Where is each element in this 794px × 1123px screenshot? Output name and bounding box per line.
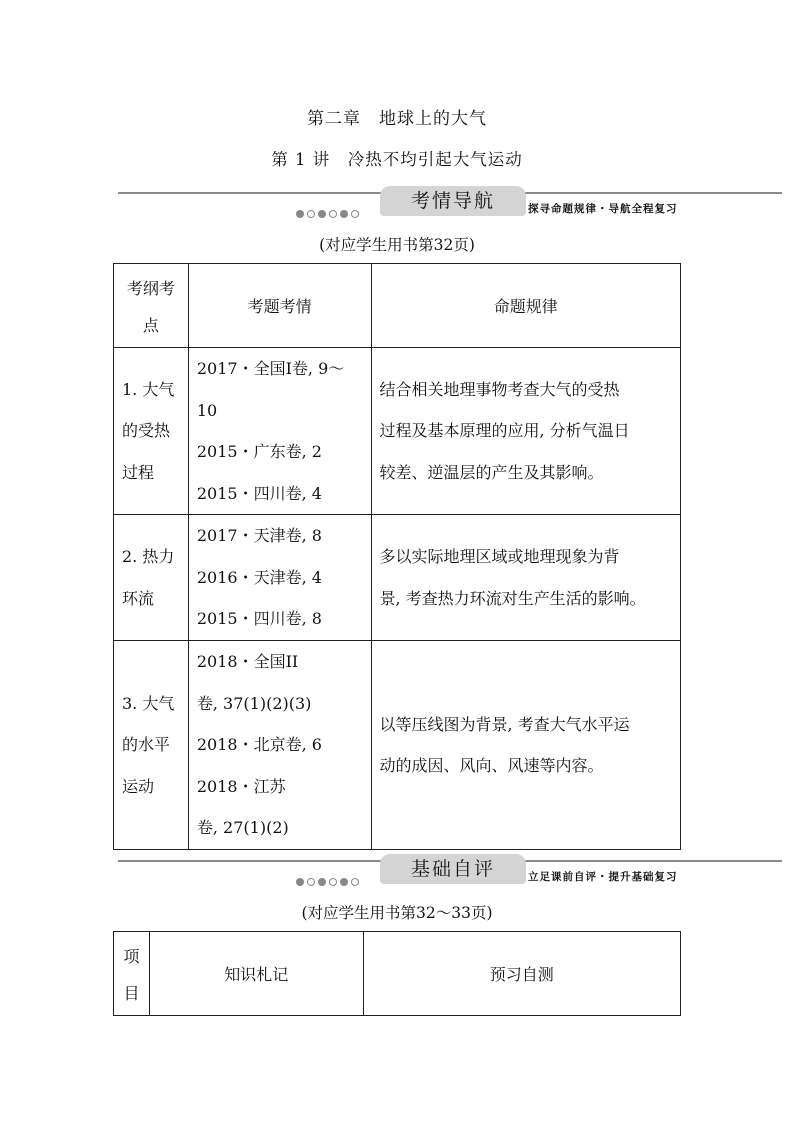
exam-line: 2018・全国II (196, 652, 299, 672)
header-item-line1: 项 (123, 946, 140, 966)
point-line: 1. 大气 (122, 379, 175, 399)
table-row (114, 348, 681, 515)
rule-line: 景, 考查热力环流对生产生活的影响。 (379, 588, 646, 608)
exam-line: 卷, 37(1)(2)(3) (196, 693, 312, 713)
chapter-title: 第二章 地球上的大气 (307, 109, 487, 129)
rule-line: 过程及基本原理的应用, 分析气温日 (379, 421, 630, 441)
point-line: 3. 大气 (122, 693, 175, 713)
header-point-line2: 点 (142, 316, 159, 336)
point-line: 2. 热力 (122, 547, 175, 566)
banner-slogan: 立足课前自评・提升基础复习 (528, 871, 678, 883)
exam-line: 2015・广东卷, 2 (196, 442, 322, 461)
point-line: 过程 (122, 462, 155, 482)
self-assessment-table (113, 931, 681, 1016)
banner-tab: 基础自评 (380, 854, 526, 884)
table-header-row (114, 932, 681, 1016)
rule-line: 以等压线图为背景, 考查大气水平运 (379, 714, 630, 734)
rule-line: 较差、逆温层的产生及其影响。 (379, 462, 604, 482)
header-item-line2: 目 (123, 984, 140, 1004)
banner-dots-icon (296, 876, 362, 889)
rule-line: 动的成因、风向、风速等内容。 (379, 756, 604, 775)
table-row (114, 515, 681, 641)
exam-line: 2017・全国Ⅰ卷, 9～ (196, 359, 345, 378)
section-banner-exam-guide (118, 192, 782, 226)
exam-line: 2017・天津卷, 8 (196, 526, 322, 546)
header-rule: 命题规律 (371, 264, 681, 348)
point-line: 的受热 (122, 421, 171, 441)
banner-slogan: 探寻命题规律・导航全程复习 (528, 203, 678, 215)
exam-line: 2018・北京卷, 6 (196, 735, 322, 755)
table-row (114, 641, 681, 850)
exam-line: 卷, 27(1)(2) (196, 818, 289, 838)
exam-line: 2016・天津卷, 4 (196, 567, 322, 587)
rule-line: 结合相关地理事物考查大气的受热 (379, 379, 620, 399)
header-self-test: 预习自测 (363, 932, 680, 1016)
header-point-line1: 考纲考 (126, 278, 175, 298)
exam-line: 2018・江苏 (196, 776, 286, 796)
exam-line: 2015・四川卷, 8 (196, 609, 322, 629)
section-banner-self-assessment (118, 860, 782, 894)
exam-overview-table (113, 263, 681, 850)
banner-dots-icon (296, 208, 362, 221)
rule-line: 多以实际地理区域或地理现象为背 (379, 547, 620, 566)
banner-tab: 考情导航 (380, 186, 526, 216)
header-exam: 考题考情 (188, 264, 371, 348)
table-header-row (114, 264, 681, 348)
exam-line: 10 (196, 400, 218, 420)
page-reference-caption: (对应学生用书第32～33页) (301, 904, 493, 922)
point-line: 环流 (122, 588, 155, 608)
lesson-title: 第 1 讲 冷热不均引起大气运动 (271, 150, 523, 169)
point-line: 的水平 (122, 735, 171, 755)
page-reference-caption: (对应学生用书第32页) (319, 236, 475, 254)
header-knowledge: 知识札记 (149, 932, 363, 1016)
point-line: 运动 (122, 776, 155, 796)
exam-line: 2015・四川卷, 4 (196, 483, 322, 503)
